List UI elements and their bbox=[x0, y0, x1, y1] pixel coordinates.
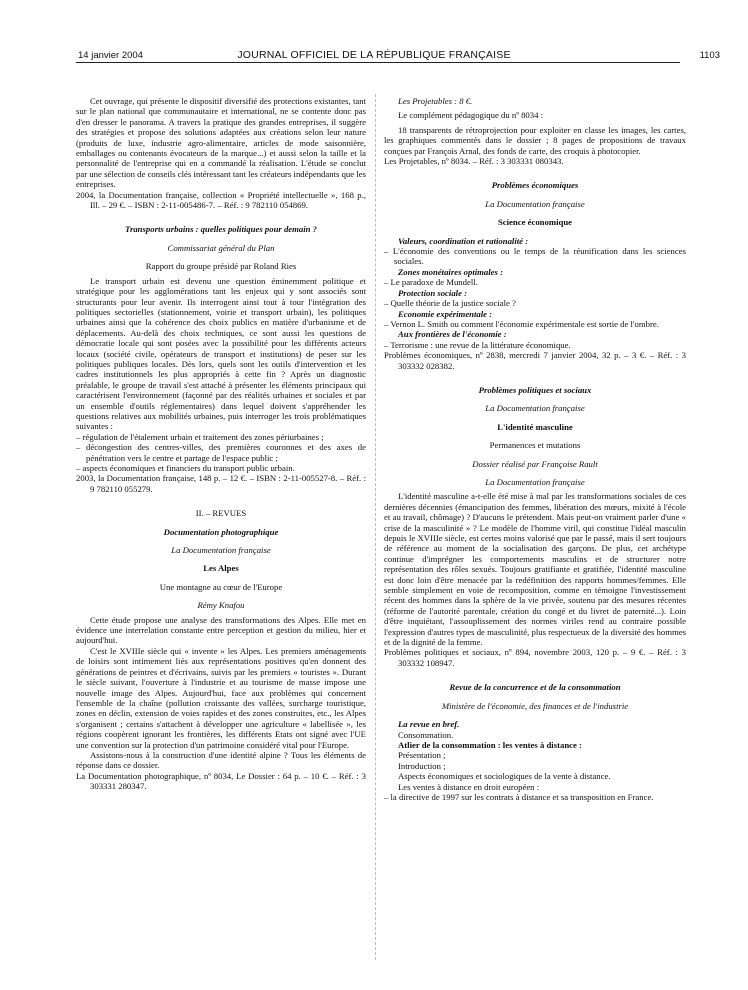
review-title: Problèmes économiques bbox=[491, 180, 579, 191]
review-publisher: La Documentation française bbox=[171, 545, 271, 556]
page-header bbox=[20, 44, 728, 62]
bibliography-entry: Les Projetables, nº 8034. – Réf. : 3 303331 080343. bbox=[384, 156, 564, 167]
topic-item: – Le paradoxe de Mundell. bbox=[384, 277, 478, 288]
topic-item: – la directive de 1997 sur les contrats à distance et sa transposition en France. bbox=[384, 791, 654, 802]
topic-heading: La revue en bref. bbox=[398, 719, 460, 730]
header-date: 14 janvier 2004 bbox=[78, 50, 143, 61]
review-publisher: La Documentation française bbox=[485, 476, 585, 487]
list-item: – aspects économiques et financiers du transport public urbain. bbox=[76, 463, 295, 473]
article-body: Le transport urbain est devenu une question éminemment politique et stratégique pour les agglomérations tant les enjeux qui y sont associés sont structurants pour leur avenir. Ils interrogent ainsi tout à tour l'intégration des politiques sectorielles (stationnement, voirie et transport urbain), les politiques urbaines ainsi que la cohérence des choix publics en matière d'urbanisme et de déplacements. Au-delà des choix techniques, ce sont aussi les questions de démocratie locale qui sont posées avec la possibilité pour les différents acteurs locaux (société civile, opérateurs de transport et institutions) de peser sur les politiques publiques locales. Dès lors, quels sont les outils d'intervention et les cadres institutionnels les plus appropriés à cette fin ? Après un diagnostic préalable, le groupe de travail s'est attaché à présenter les éléments principaux qui caractérisent l'environnement (façonné par des réalités urbaines et sociales et par un ensemble d'outils réglementaires) dans lequel doivent s'appréhender les questions relatives aux mobilités urbaines, puis interroger les trois problématiques suivantes : bbox=[76, 275, 366, 432]
review-title: Problèmes politiques et sociaux bbox=[478, 384, 592, 395]
topic-item: – Vernon L. Smith ou comment l'économie expérimentale est sortie de l'ombre. bbox=[384, 318, 659, 329]
article-author: Commissariat général du Plan bbox=[167, 242, 275, 253]
review-paragraph: L'identité masculine a-t-elle été mise à mal par les transformations sociales de ces dernières décennies (émancipation des femmes, libération des mœurs, mixité à l'école et au travail, chômage) ? D'aucuns le prétendent. Mais peut-on vraiment parler d'une « crise de la masculinité » ? Le modèle de l'homme viril, qui constitue l'idéal masculin depuis le XVIIIe siècle, est certes moins valorisé que par le passé, mais il sert toujours de référence au moment de la socialisation des garçons. De plus, cet archétype continue d'imprégner les comportements masculins et de structurer notre représentation des rôles sexués. Toujours gratifiante et gratifiée, l'identité masculine est donc loin d'être menacée par la redéfinition des rapports hommes/femmes. Elle semble simplement en voie de recomposition, comme en témoigne l'investissement récent des hommes dans la sphère de la vie privée, soutenu par des mesures récentes (réforme de l'autorité parentale, création du congé et du livret de paternité...). Loin d'être inquiétant, l'assouplissement des normes viriles rend au contraire possible l'expression d'autres types de masculinité, plus respectueux de la diversité des hommes et de la dignité de la femme. bbox=[384, 491, 686, 648]
article-title: Transports urbains : quelles politiques pour demain ? bbox=[124, 224, 318, 235]
review-publisher: La Documentation française bbox=[485, 198, 585, 209]
list-item: – régulation de l'étalement urbain et traitement des zones périurbaines ; bbox=[76, 431, 324, 442]
bibliography-entry: Problèmes politiques et sociaux, nº 894, novembre 2003, 120 p. – 9 €. – Réf. : 3 303332 108947. bbox=[384, 647, 686, 668]
list-item: – décongestion des centres-villes, des premières couronnes et des axes de pénétration vers le centre et partage de l'espace public ; bbox=[76, 442, 366, 463]
topic-line: Les ventes à distance en droit européen : bbox=[398, 781, 540, 792]
review-paragraph: Assistons-nous à la construction d'une identité alpine ? Tous les éléments de réponse dans ce dossier. bbox=[76, 749, 366, 771]
header-rule bbox=[76, 62, 680, 63]
topic-heading: Valeurs, coordination et rationalité : bbox=[398, 235, 529, 246]
topic-heading: Aux frontières de l'économie : bbox=[398, 329, 507, 340]
bibliography-entry: 2003, la Documentation française, 148 p. – 12 €. – ISBN : 2-11-005527-8. – Réf. : 9 782110 055279. bbox=[76, 473, 366, 494]
review-title: Documentation photographique bbox=[163, 526, 279, 537]
review-paragraph: Cette étude propose une analyse des transformations des Alpes. Elle met en évidence une interrelation constante entre perception et gestion du milieu, hier et aujourd'hui. bbox=[76, 614, 366, 646]
topic-heading: Economie expérimentale : bbox=[398, 308, 493, 319]
review-dossier-credit: Dossier réalisé par Françoise Rault bbox=[472, 458, 598, 469]
topic-line: Consommation. bbox=[398, 729, 454, 740]
topic-heading: Atlier de la consommation : les ventes à distance : bbox=[398, 739, 582, 750]
article-subtitle: Rapport du groupe présidé par Roland Ries bbox=[145, 261, 297, 272]
topic-heading: Zones monétaires optimales : bbox=[398, 266, 503, 277]
review-author: Rémy Knafou bbox=[197, 600, 245, 611]
topic-item: – L'économie des conventions ou le temps de la réunification dans les sciences sociales. bbox=[384, 246, 686, 267]
header-title: JOURNAL OFFICIEL DE LA RÉPUBLIQUE FRANÇAISE bbox=[237, 49, 511, 61]
complement-heading: Le complément pédagogique du nº 8034 : bbox=[398, 110, 544, 121]
review-issue-title: Les Alpes bbox=[203, 563, 239, 574]
topic-line: Présentation ; bbox=[398, 750, 446, 761]
column-divider bbox=[375, 94, 376, 960]
bibliography-entry: Problèmes économiques, nº 2838, mercredi 7 janvier 2004, 32 p. – 3 €. – Réf. : 3 303332 028382. bbox=[384, 350, 686, 371]
topic-item: – Quelle théorie de la justice sociale ? bbox=[384, 298, 516, 309]
review-publisher: La Documentation française bbox=[485, 403, 585, 414]
review-title: Revue de la concurrence et de la consommation bbox=[449, 682, 621, 693]
bibliography-entry: 2004, la Documentation française, collection « Propriété intellectuelle », 168 p., Ill. – 29 €. – ISBN : 2-11-005486-7. – Réf. : 9 782110 054869. bbox=[76, 189, 366, 211]
topic-line: Aspects économiques et sociologiques de la vente à distance. bbox=[398, 771, 611, 782]
right-column bbox=[384, 96, 686, 802]
topic-heading: Protection sociale : bbox=[398, 287, 468, 298]
review-publisher: Ministère de l'économie, des finances et de l'industrie bbox=[441, 700, 629, 711]
review-issue-title: L'identité masculine bbox=[497, 421, 573, 432]
review-issue-subtitle: Permanences et mutations bbox=[489, 440, 581, 451]
review-issue-subtitle: Une montagne au cœur de l'Europe bbox=[159, 581, 283, 592]
header-page-number: 1103 bbox=[699, 50, 720, 61]
topic-item: – Terrorisme : une revue de la littérature économique. bbox=[384, 339, 571, 350]
complement-body: 18 transparents de rétroprojection pour exploiter en classe les images, les cartes, les graphiques commentés dans le dossier ; 8 pages de propositions de travaux conçues par François Arnal, des fonds de carte, des croquis à photocopier. bbox=[384, 124, 686, 156]
review-paragraph: C'est le XVIIIe siècle qui « invente » les Alpes. Les premiers aménagements de loisirs sont intimement liés aux représentations positives qu'en donnent des générations de peintres et d'écrivains, suivis par les premiers « touristes ». Durant le siècle suivant, l'ouverture à l'industrie et au tourisme de masse impose une nouvelle image des Alpes. Aujourd'hui, face aux problèmes qui concernent l'ensemble de la chaîne (pollution croissante des vallées, surcharge touristique, zones en déclin, extension de voies rapides et des zones construites, etc., les Alpes s'organisent ; certains s'attachent à développer une agriculture « labellisée », les régions coopèrent ignorant les frontières, les différents Etats ont signé avec l'UE une convention sur la protection d'un patrimoine considéré vital pour l'Europe. bbox=[76, 645, 366, 750]
projetables-price: Les Projetables : 8 €. bbox=[398, 96, 473, 106]
intro-paragraph: Cet ouvrage, qui présente le dispositif diversifié des protections existantes, tant sur le plan national que communautaire et international, ne se contente donc pas d'en dresser le panorama. A travers la pratique des grandes entreprises, il suggère des stratégies et propose des solutions adaptées aux créations selon leur nature (produits de luxe, industrie agro-alimentaire, articles de mode saisonnière, emballages ou contenants évocateurs de la marque...) et aussi selon la taille et la personnalité de l'entreprise qui en a commandé la réalisation. L'étude se conclut par une sélection de conseils clés intéressant tant les créateurs indépendants que les entreprises. bbox=[76, 96, 366, 190]
bibliography-entry: La Documentation photographique, nº 8034, Le Dossier : 64 p. – 10 €. – Réf. : 3 303331 280347. bbox=[76, 770, 366, 792]
review-section: Science économique bbox=[497, 217, 573, 228]
section-heading: II. – REVUES bbox=[195, 508, 247, 519]
topic-line: Introduction ; bbox=[398, 760, 446, 771]
left-column bbox=[76, 96, 366, 792]
